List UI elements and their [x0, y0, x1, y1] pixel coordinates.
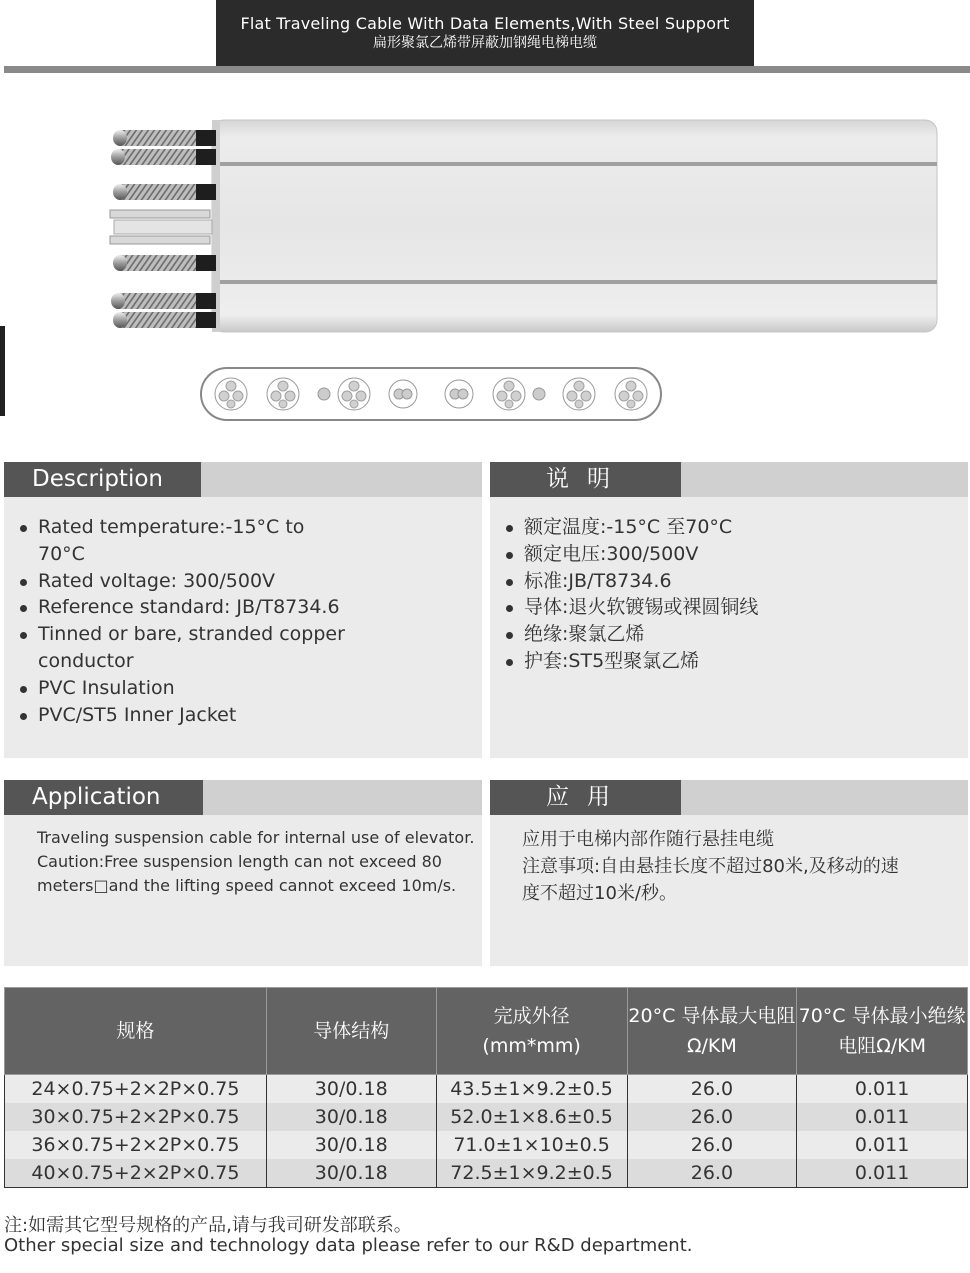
- cell-spec: 24×0.75+2×2P×0.75: [5, 1075, 267, 1104]
- description-panel-en: [4, 462, 482, 758]
- description-list-zh: [504, 514, 944, 675]
- cell-spec: 30×0.75+2×2P×0.75: [5, 1103, 267, 1131]
- cell-diameter: 72.5±1×9.2±0.5: [436, 1159, 627, 1188]
- header-spec: 规格: [5, 988, 267, 1075]
- cable-product-image: [100, 112, 940, 337]
- cell-spec: 40×0.75+2×2P×0.75: [5, 1159, 267, 1188]
- header-insulation: 70°C 导体最小绝缘 电阻Ω/KM: [797, 988, 968, 1075]
- application-line: meters□and the lifting speed cannot exceed 10m/s.: [37, 876, 457, 895]
- application-line: 应用于电梯内部作随行悬挂电缆: [522, 829, 774, 850]
- left-edge-mark: [0, 326, 5, 416]
- list-item: Reference standard: JB/T8734.6: [38, 594, 348, 621]
- list-item: 额定温度:-15°C 至70°C: [524, 514, 944, 541]
- cell-conductor: 30/0.18: [266, 1131, 436, 1159]
- cell-resistance: 26.0: [627, 1131, 797, 1159]
- application-line: Caution:Free suspension length can not exceed 80: [37, 852, 442, 871]
- list-item: Rated temperature:-15°C to 70°C: [38, 514, 348, 568]
- description-list-en: [18, 514, 348, 728]
- cell-insulation: 0.011: [797, 1075, 968, 1104]
- list-item: PVC Insulation: [38, 675, 348, 702]
- cell-resistance: 26.0: [627, 1159, 797, 1188]
- cell-insulation: 0.011: [797, 1103, 968, 1131]
- description-title-zh: 说明: [490, 462, 681, 497]
- list-item: 绝缘:聚氯乙烯: [524, 621, 944, 648]
- list-item: 护套:ST5型聚氯乙烯: [524, 648, 944, 675]
- title-en: Flat Traveling Cable With Data Elements,With Steel Support: [240, 14, 730, 33]
- wire-bundle: [110, 130, 216, 328]
- table-row: [5, 1131, 968, 1159]
- cell-conductor: 30/0.18: [266, 1075, 436, 1104]
- footnote-zh: 注:如需其它型号规格的产品,请与我司研发部联系。: [4, 1215, 412, 1236]
- header-rule: [4, 66, 970, 73]
- cell-diameter: 43.5±1×9.2±0.5: [436, 1075, 627, 1104]
- list-item: Tinned or bare, stranded copper conductor: [38, 621, 348, 675]
- application-title-zh: 应用: [490, 780, 681, 815]
- description-title-en: Description: [4, 462, 201, 497]
- cell-insulation: 0.011: [797, 1159, 968, 1188]
- list-item: 额定电压:300/500V: [524, 541, 944, 568]
- cell-diameter: 52.0±1×8.6±0.5: [436, 1103, 627, 1131]
- cell-diameter: 71.0±1×10±0.5: [436, 1131, 627, 1159]
- application-panel-en: [4, 780, 482, 966]
- cable-cross-section: [196, 364, 666, 424]
- header-diameter: 完成外径 (mm*mm): [436, 988, 627, 1075]
- cell-spec: 36×0.75+2×2P×0.75: [5, 1131, 267, 1159]
- application-text-en: [37, 826, 477, 898]
- title-zh: 扁形聚氯乙烯带屏蔽加钢绳电梯电缆: [373, 35, 597, 51]
- application-panel-zh: [490, 780, 968, 966]
- application-title-en: Application: [4, 780, 203, 815]
- description-panel-zh: [490, 462, 968, 758]
- header-banner: [216, 0, 754, 66]
- cell-resistance: 26.0: [627, 1103, 797, 1131]
- list-item: PVC/ST5 Inner Jacket: [38, 702, 348, 729]
- list-item: 导体:退火软镀锡或裸圆铜线: [524, 594, 944, 621]
- header-conductor: 导体结构: [266, 988, 436, 1075]
- application-line: Traveling suspension cable for internal use of elevator.: [37, 828, 475, 847]
- footnote-en: Other special size and technology data please refer to our R&D department.: [4, 1235, 693, 1256]
- table-header-row: [5, 988, 968, 1075]
- application-line: 注意事项:自由悬挂长度不超过80米,及移动的速: [522, 856, 899, 877]
- table-row: [5, 1159, 968, 1188]
- application-text-zh: [522, 826, 962, 907]
- application-line: 度不超过10米/秒。: [522, 883, 677, 904]
- cell-resistance: 26.0: [627, 1075, 797, 1104]
- table-row: [5, 1103, 968, 1131]
- cell-insulation: 0.011: [797, 1131, 968, 1159]
- list-item: Rated voltage: 300/500V: [38, 568, 348, 595]
- table-row: [5, 1075, 968, 1104]
- list-item: 标准:JB/T8734.6: [524, 568, 944, 595]
- spec-table: [4, 987, 968, 1188]
- cell-conductor: 30/0.18: [266, 1103, 436, 1131]
- header-resistance: 20°C 导体最大电阻 Ω/KM: [627, 988, 797, 1075]
- cell-conductor: 30/0.18: [266, 1159, 436, 1188]
